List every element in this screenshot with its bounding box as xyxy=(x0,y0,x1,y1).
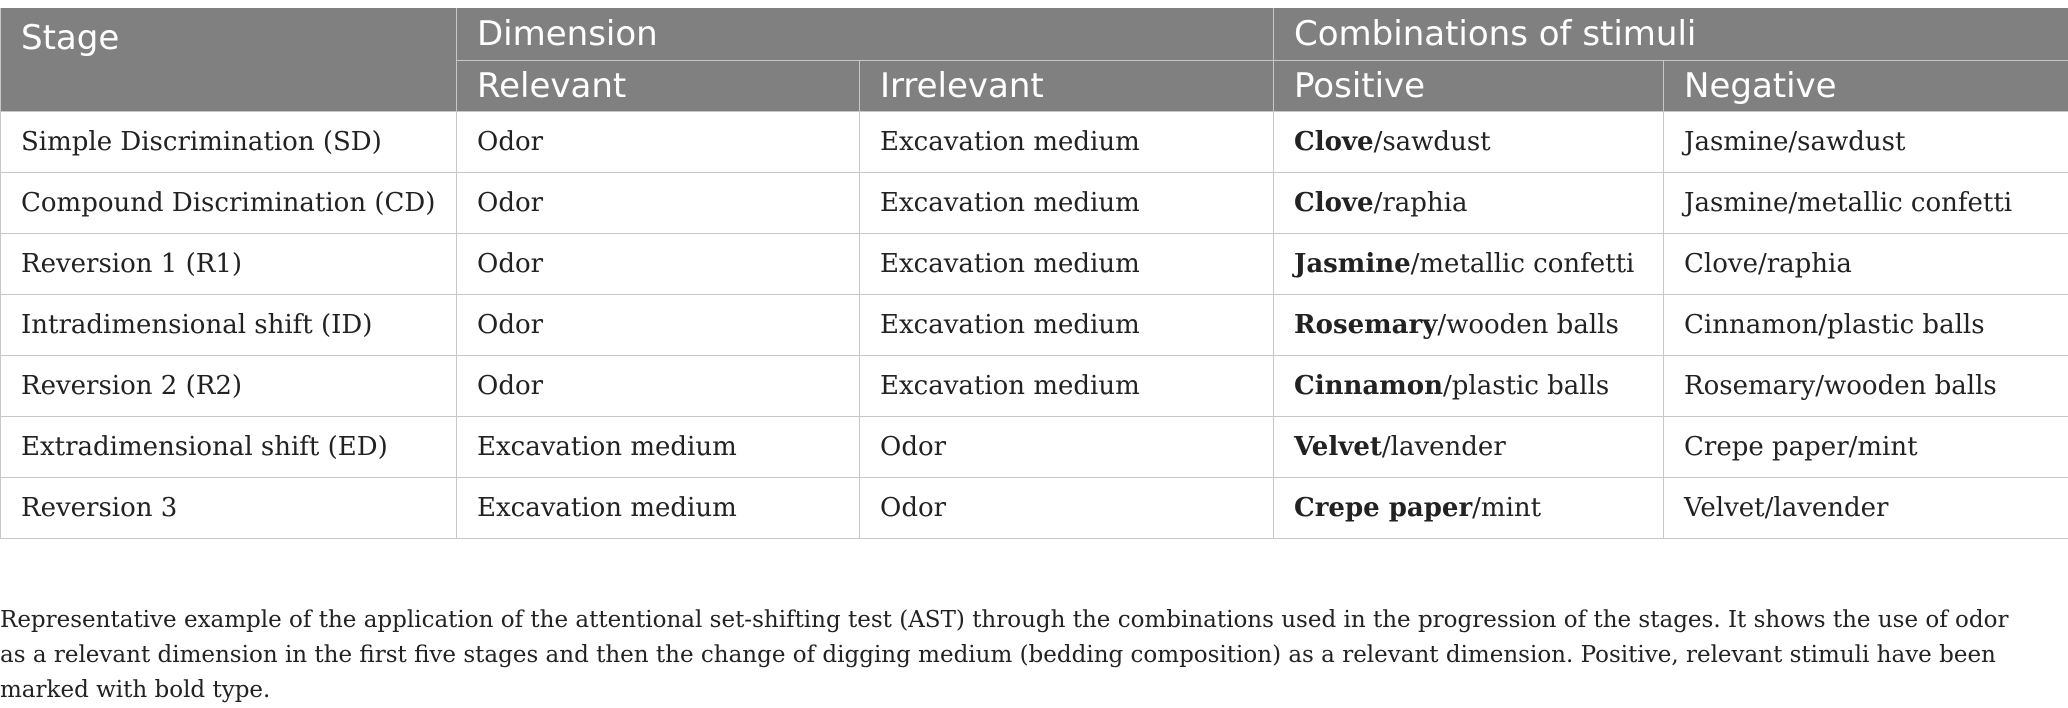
cell-stage: Simple Discrimination (SD) xyxy=(1,112,457,173)
positive-bold: Rosemary xyxy=(1294,310,1437,340)
table-row xyxy=(1,234,2068,295)
table-row xyxy=(1,112,2068,173)
cell-relevant: Odor xyxy=(457,112,860,173)
positive-bold: Velvet xyxy=(1294,432,1382,462)
cell-relevant: Excavation medium xyxy=(457,417,860,478)
header-negative: Negative xyxy=(1664,61,2068,112)
cell-stage: Reversion 2 (R2) xyxy=(1,356,457,417)
table-container xyxy=(0,8,2068,539)
positive-rest: /raphia xyxy=(1374,188,1468,218)
header-stage: Stage xyxy=(1,8,457,112)
cell-irrelevant: Excavation medium xyxy=(860,173,1274,234)
positive-rest: /metallic confetti xyxy=(1411,249,1635,279)
cell-stage: Reversion 1 (R1) xyxy=(1,234,457,295)
cell-negative: Rosemary/wooden balls xyxy=(1664,356,2068,417)
cell-negative: Crepe paper/mint xyxy=(1664,417,2068,478)
cell-positive xyxy=(1274,234,1664,295)
positive-bold: Clove xyxy=(1294,127,1374,157)
cell-relevant: Excavation medium xyxy=(457,478,860,539)
header-combinations: Combinations of stimuli xyxy=(1274,8,2068,61)
cell-negative: Jasmine/sawdust xyxy=(1664,112,2068,173)
cell-irrelevant: Excavation medium xyxy=(860,234,1274,295)
cell-relevant: Odor xyxy=(457,234,860,295)
cell-positive xyxy=(1274,356,1664,417)
cell-stage: Extradimensional shift (ED) xyxy=(1,417,457,478)
positive-bold: Clove xyxy=(1294,188,1374,218)
table-row xyxy=(1,417,2068,478)
cell-irrelevant: Excavation medium xyxy=(860,356,1274,417)
stimuli-table xyxy=(0,8,2068,539)
cell-negative: Jasmine/metallic confetti xyxy=(1664,173,2068,234)
table-row xyxy=(1,173,2068,234)
cell-positive xyxy=(1274,417,1664,478)
header-relevant: Relevant xyxy=(457,61,860,112)
header-irrelevant: Irrelevant xyxy=(860,61,1274,112)
cell-positive xyxy=(1274,112,1664,173)
header-positive: Positive xyxy=(1274,61,1664,112)
table-row xyxy=(1,356,2068,417)
table-row xyxy=(1,295,2068,356)
positive-rest: /mint xyxy=(1472,493,1541,523)
positive-bold: Crepe paper xyxy=(1294,493,1472,523)
cell-irrelevant: Odor xyxy=(860,478,1274,539)
header-dimension: Dimension xyxy=(457,8,1274,61)
positive-bold: Cinnamon xyxy=(1294,371,1443,401)
cell-irrelevant: Odor xyxy=(860,417,1274,478)
cell-negative: Velvet/lavender xyxy=(1664,478,2068,539)
cell-stage: Compound Discrimination (CD) xyxy=(1,173,457,234)
positive-rest: /lavender xyxy=(1382,432,1506,462)
positive-bold: Jasmine xyxy=(1294,249,1411,279)
cell-stage: Intradimensional shift (ID) xyxy=(1,295,457,356)
positive-rest: /plastic balls xyxy=(1443,371,1609,401)
cell-relevant: Odor xyxy=(457,356,860,417)
cell-stage: Reversion 3 xyxy=(1,478,457,539)
cell-relevant: Odor xyxy=(457,295,860,356)
cell-positive xyxy=(1274,478,1664,539)
cell-irrelevant: Excavation medium xyxy=(860,112,1274,173)
cell-relevant: Odor xyxy=(457,173,860,234)
cell-positive xyxy=(1274,295,1664,356)
cell-negative: Cinnamon/plastic balls xyxy=(1664,295,2068,356)
table-caption: Representative example of the application of the attentional set-shifting test (AST) through the combinations used in the progression of the stages. It shows the use of odor as a relevant dimension in the first five stages and then the change of digging medium (bedding composition) as a relevant dimension. Positive, relevant stimuli have been marked with bold type. xyxy=(0,603,2040,708)
positive-rest: /wooden balls xyxy=(1437,310,1618,340)
header-row-top xyxy=(1,8,2068,61)
cell-irrelevant: Excavation medium xyxy=(860,295,1274,356)
positive-rest: /sawdust xyxy=(1374,127,1491,157)
cell-negative: Clove/raphia xyxy=(1664,234,2068,295)
cell-positive xyxy=(1274,173,1664,234)
table-row xyxy=(1,478,2068,539)
